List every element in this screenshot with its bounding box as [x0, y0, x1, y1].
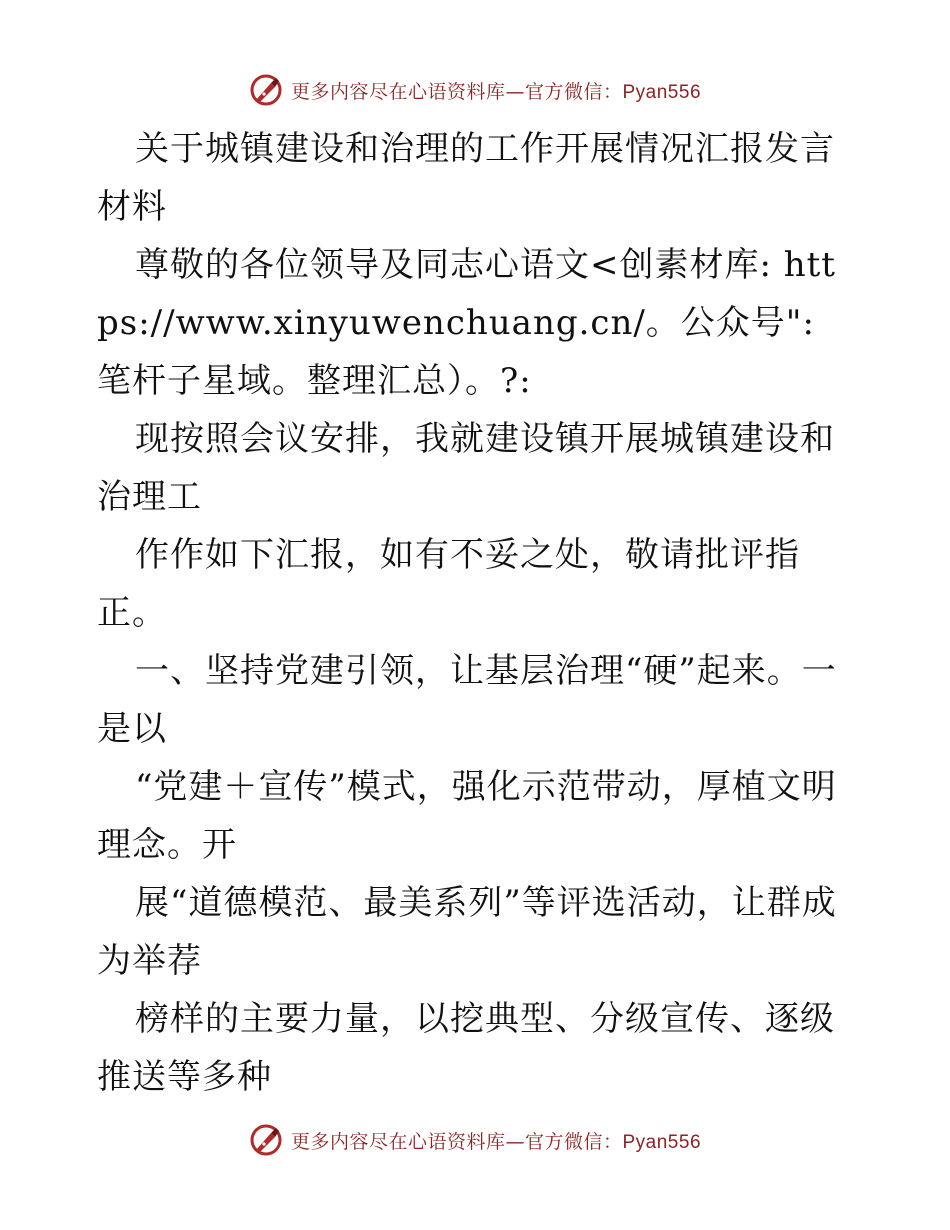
- paragraph-selection-activities: 展“道德模范、最美系列”等评选活动，让群成为举荐: [97, 883, 837, 981]
- paragraph-intro: 现按照会议安排，我就建设镇开展城镇建设和治理工: [97, 419, 835, 517]
- banner-dash: —: [505, 80, 525, 103]
- banner-main-text: 更多内容尽在心语资料库: [290, 80, 506, 103]
- pen-nib-logo-icon: [249, 73, 283, 107]
- document-body: [97, 120, 857, 1106]
- banner-text: [291, 77, 701, 104]
- paragraph-party-publicity: “党建＋宣传”模式，强化示范带动，厚植文明理念。开: [97, 767, 837, 865]
- banner-official-label: 官方微信：: [524, 1130, 623, 1153]
- header-watermark-banner: [0, 70, 950, 110]
- paragraph-greeting: 尊敬的各位领导及同志心语文<创素材库: https://www.xinyuwenchuang.cn/。公众号": 笔杆子星域。整理汇总）。?:: [97, 245, 836, 401]
- paragraph-role-models: 榜样的主要力量，以挖典型、分级宣传、逐级推送等多种: [97, 999, 835, 1097]
- footer-watermark-banner: [0, 1120, 950, 1160]
- pen-nib-logo-icon: [249, 1123, 283, 1157]
- banner-main-text: 更多内容尽在心语资料库: [290, 1130, 506, 1153]
- document-title: 关于城镇建设和治理的工作开展情况汇报发言材料: [97, 129, 835, 227]
- banner-account: Pyan556: [622, 81, 702, 103]
- banner-text: [291, 1127, 701, 1154]
- paragraph-section-one: 一、坚持党建引领，让基层治理“硬”起来。一是以: [97, 651, 837, 749]
- banner-dash: —: [505, 1130, 525, 1153]
- banner-account: Pyan556: [622, 1131, 702, 1153]
- paragraph-intro-continued: 作作如下汇报，如有不妥之处，敬请批评指正。: [97, 535, 800, 633]
- banner-official-label: 官方微信：: [524, 80, 623, 103]
